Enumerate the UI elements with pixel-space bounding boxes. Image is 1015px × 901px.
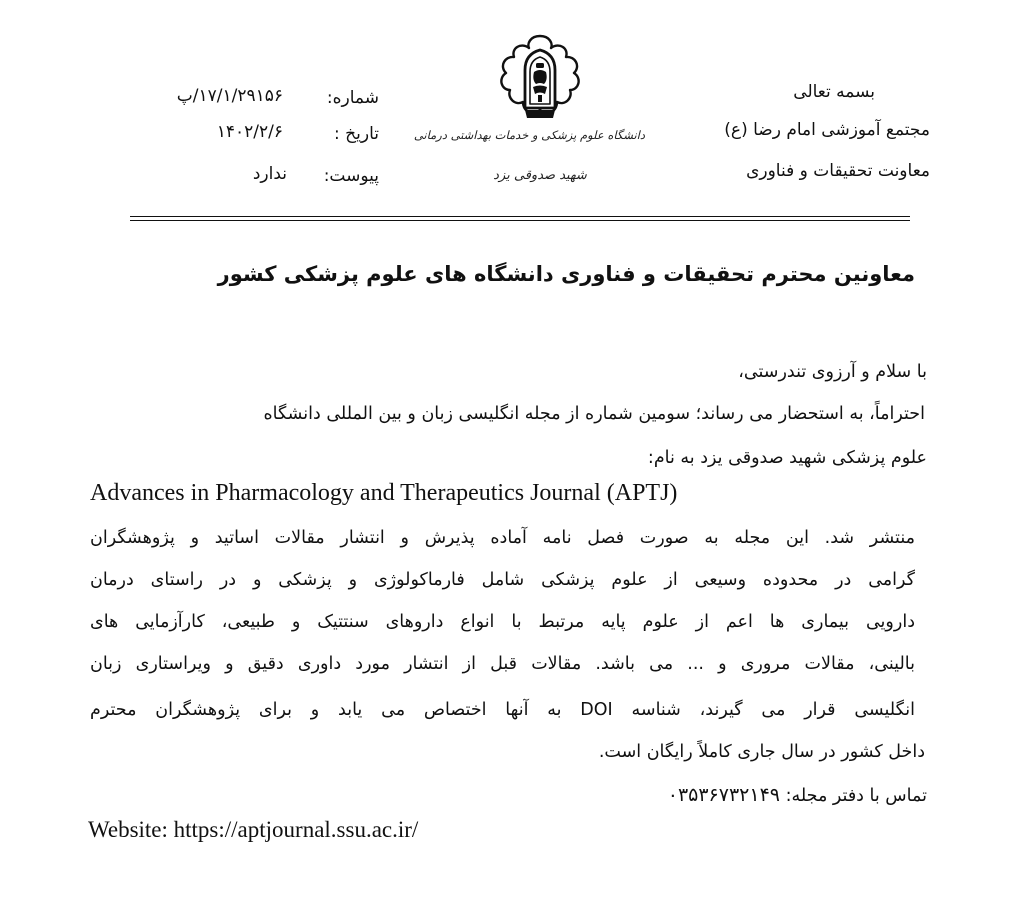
body-line-1: منتشر شد. این مجله به صورت فصل نامه آماده پذیرش و انتشار مقالات اساتید و پژوهشگران — [90, 528, 915, 548]
university-emblem-icon — [495, 32, 585, 124]
letter-title: معاونین محترم تحقیقات و فناوری دانشگاه های علوم پزشکی کشور — [217, 262, 915, 286]
attachment-label: پیوست: — [323, 166, 379, 186]
contact-line — [668, 784, 927, 806]
greeting: با سلام و آرزوی تندرستی، — [738, 362, 927, 382]
header-divider-second — [130, 220, 910, 221]
journal-name: Advances in Pharmacology and Therapeutics Journal (APTJ) — [90, 480, 678, 506]
contact-phone: ۰۳۵۳۶۷۳۲۱۴۹ — [667, 784, 780, 806]
body-line-4: بالینی، مقالات مروری و ... می باشد. مقالات قبل از انتشار مورد داوری دقیق و ویراستاری زبان — [90, 654, 915, 674]
body-line-5: انگلیسی قرار می گیرند، شناسه DOI به آنها اختصاص می یابد و برای پژوهشگران محترم — [90, 700, 915, 720]
contact-label: تماس با دفتر مجله: — [785, 786, 927, 806]
bismillah-text: بسمه تعالی — [793, 82, 875, 102]
body-line-3: دارویی بیماری ها اعم از علوم پایه مرتبط با انواع داروهای سنتتیک و طبیعی، کارآزمایی های — [90, 612, 915, 632]
logo-caption-line2: شهید صدوقی یزد — [493, 168, 587, 183]
website-link[interactable]: Website: https://aptjournal.ssu.ac.ir/ — [88, 817, 419, 842]
body-last-line: داخل کشور در سال جاری کاملاً رایگان است. — [598, 742, 925, 762]
header-divider — [130, 216, 910, 217]
logo-caption-line1: دانشگاه علوم پزشکی و خدمات بهداشتی درمانی — [413, 128, 645, 142]
institution-name: مجتمع آموزشی امام رضا (ع) — [724, 120, 930, 140]
date-value: ۱۴۰۲/۲/۶ — [216, 122, 283, 142]
body-line-2: گرامی در محدوده وسیعی از علوم پزشکی شامل فارماکولوژی و پزشکی و در راستای درمان — [90, 570, 915, 590]
department-name: معاونت تحقیقات و فناوری — [746, 161, 930, 181]
university-logo — [495, 32, 585, 124]
attachment-value: ندارد — [252, 164, 287, 184]
number-value: ۱۷/۱/۲۹۱۵۶/پ — [176, 86, 283, 106]
intro-line-2: علوم پزشکی شهید صدوقی یزد به نام: — [647, 448, 927, 468]
intro-line-1: احتراماً، به استحضار می رساند؛ سومین شماره از مجله انگلیسی زبان و بین المللی دانشگاه — [263, 404, 925, 424]
number-label: شماره: — [326, 88, 379, 108]
date-label: تاریخ : — [334, 124, 379, 144]
